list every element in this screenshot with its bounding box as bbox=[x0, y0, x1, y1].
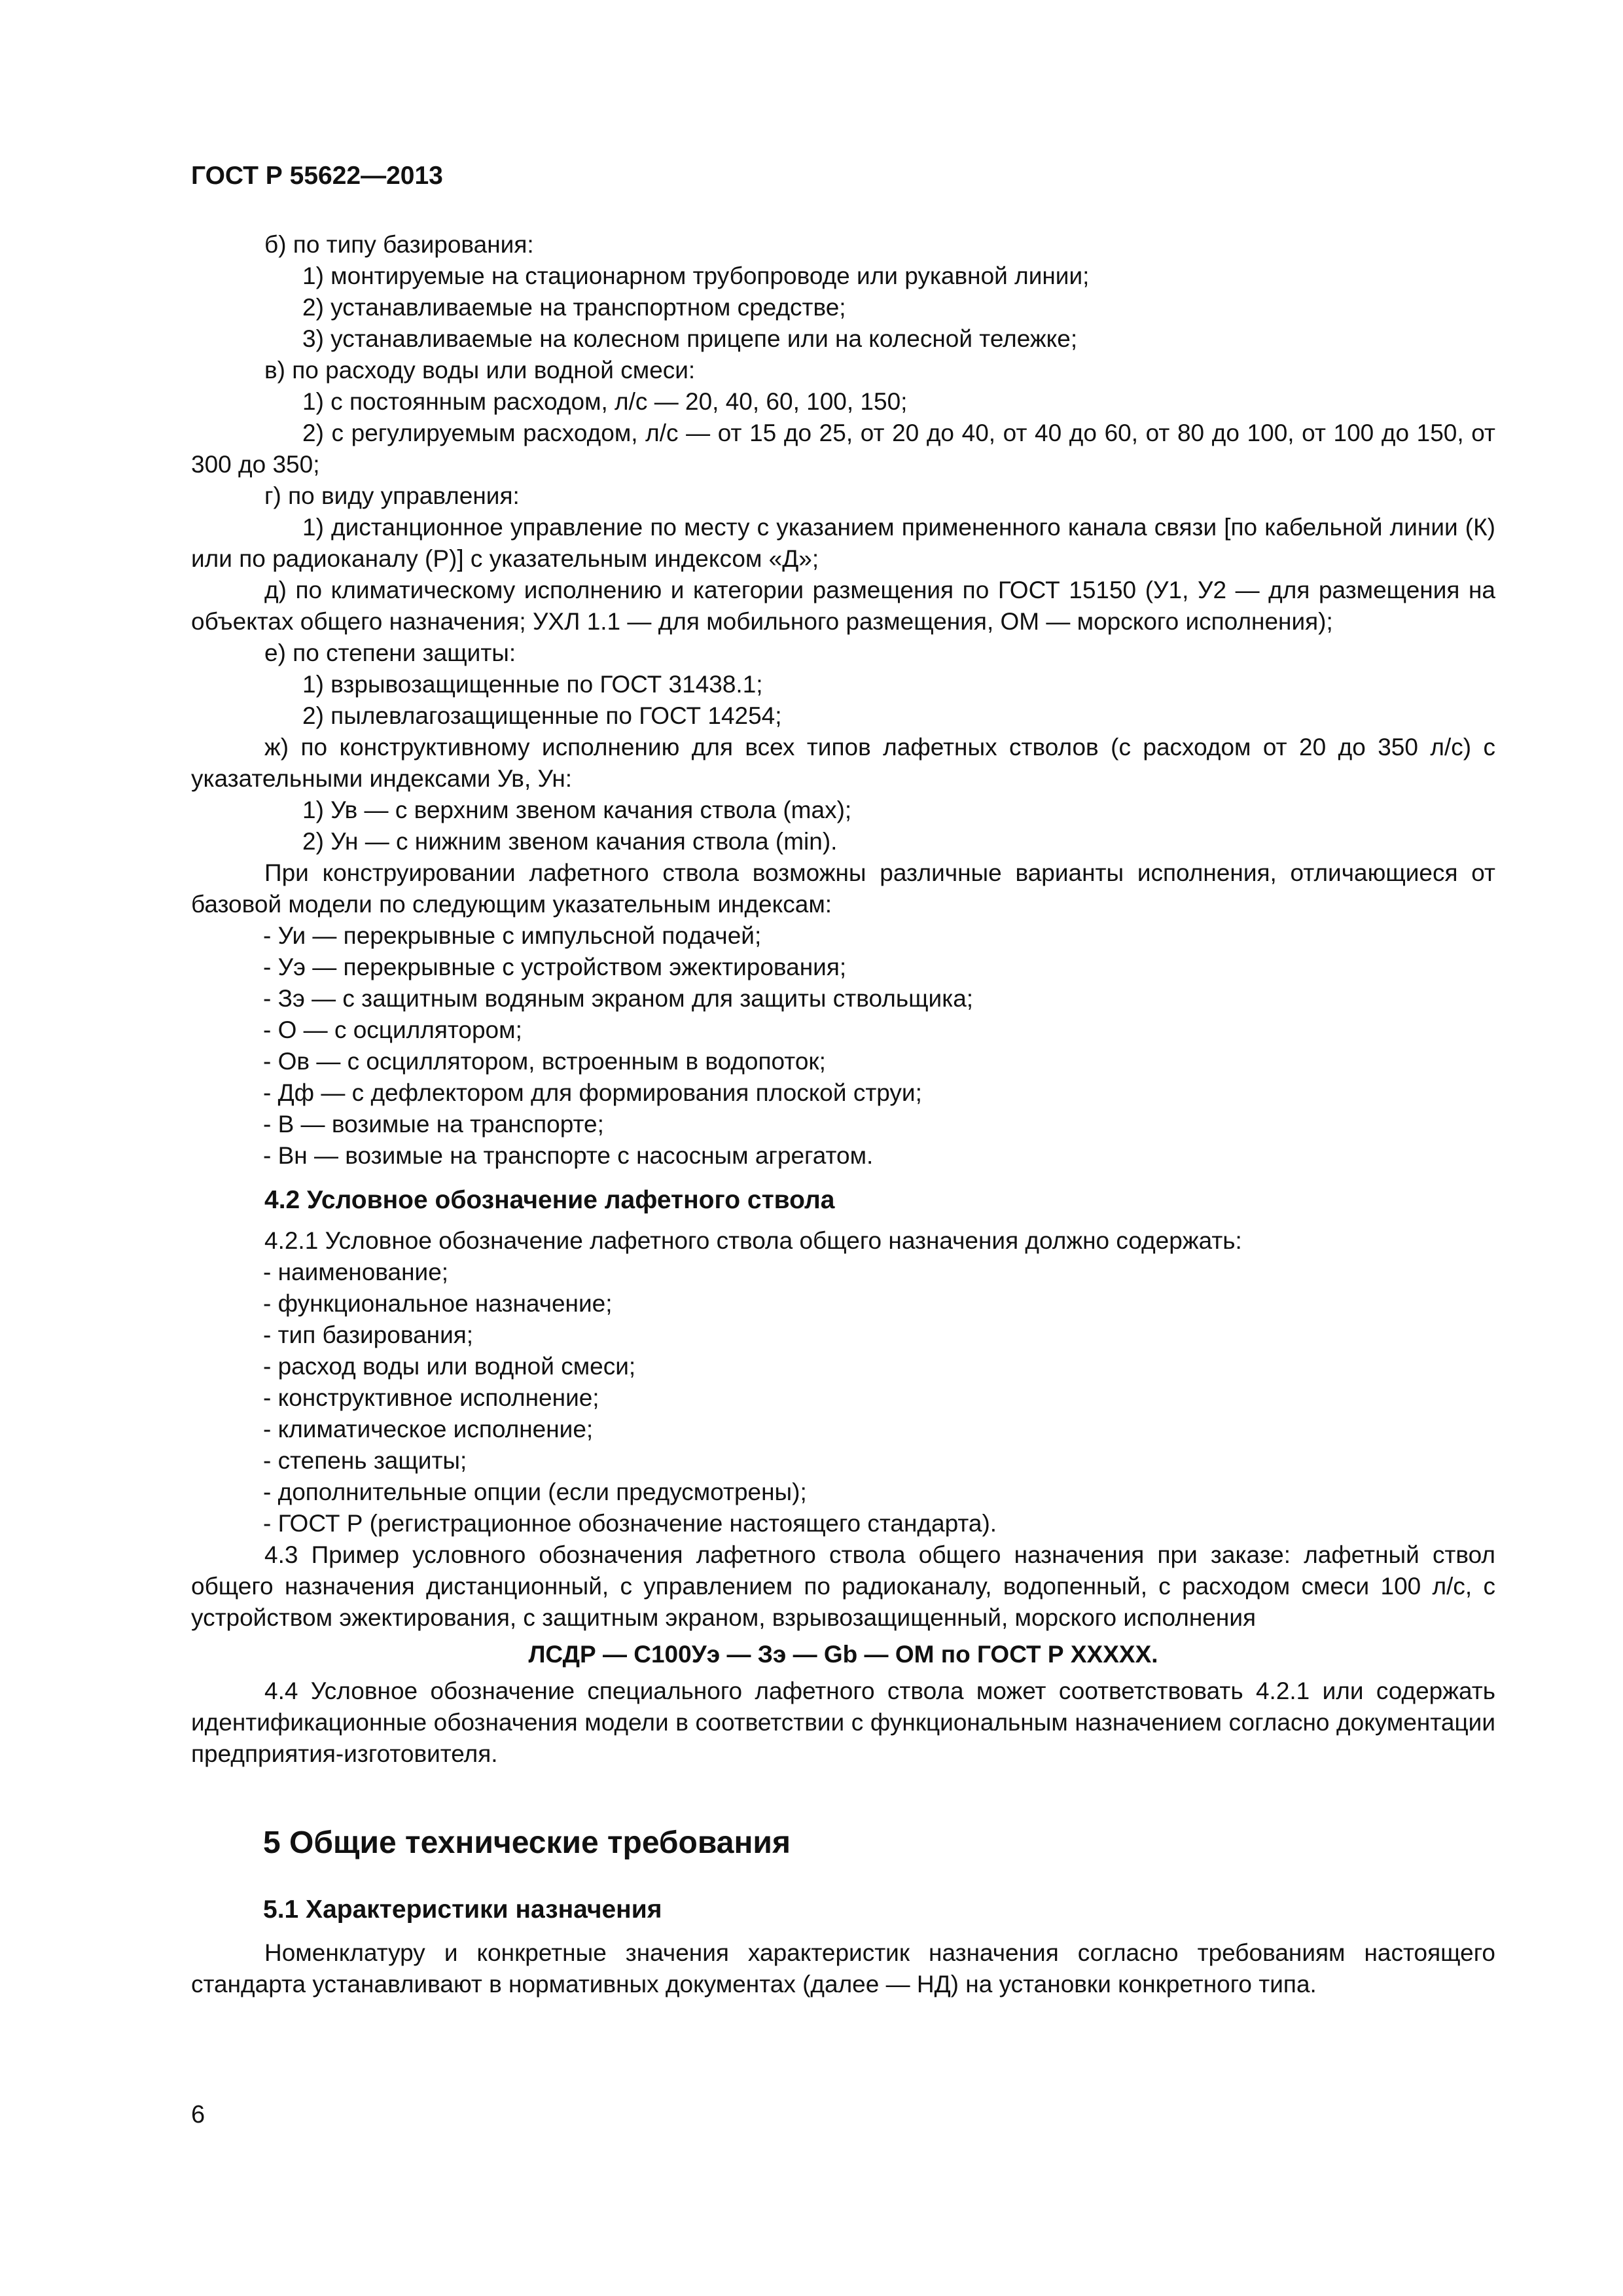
list-item-e2: 2) пылевлагозащищенные по ГОСТ 14254; bbox=[302, 702, 782, 729]
list-item-zh2: 2) Ун — с нижним звеном качания ствола (min). bbox=[302, 828, 838, 855]
paragraph-4-3: 4.3 Пример условного обозначения лафетного ствола общего назначения при заказе: лафетный ствол общего назначения дистанционный, с управлением по радиоканалу, водопенный, с расходом смеси 100 л/с, с устройством эжектирования, с защитным экраном, взрывозащищенный, морского исполнения bbox=[191, 1541, 1495, 1631]
designation-item: - климатическое исполнение; bbox=[263, 1416, 594, 1443]
index-item: - В — возимые на транспорте; bbox=[263, 1111, 604, 1138]
page-number: 6 bbox=[191, 2101, 205, 2128]
list-item-zh: ж) по конструктивному исполнению для всех типов лафетных стволов (с расходом от 20 до 350 л/с) с указательными индексами Ув, Ун: bbox=[191, 734, 1495, 792]
index-item: - Уэ — перекрывные с устройством эжектирования; bbox=[263, 954, 847, 980]
subsection-heading-5-1: 5.1 Характеристики назначения bbox=[263, 1895, 662, 1924]
list-item-d: д) по климатическому исполнению и категории размещения по ГОСТ 15150 (У1, У2 — для размещения на объектах общего назначения; УХЛ 1.1 — для мобильного размещения, ОМ — морского исполнения); bbox=[191, 577, 1495, 635]
list-item-e: е) по степени защиты: bbox=[264, 639, 516, 666]
list-item-v2: 2) с регулируемым расходом, л/с — от 15 до 25, от 20 до 40, от 40 до 60, от 80 до 100, от 100 до 150, от 300 до 350; bbox=[191, 420, 1495, 478]
list-item-b3: 3) устанавливаемые на колесном прицепе или на колесной тележке; bbox=[302, 325, 1078, 352]
paragraph-4-2-1: 4.2.1 Условное обозначение лафетного ствола общего назначения должно содержать: bbox=[264, 1227, 1242, 1254]
designation-item: - наименование; bbox=[263, 1259, 449, 1285]
designation-item: - ГОСТ Р (регистрационное обозначение настоящего стандарта). bbox=[263, 1510, 997, 1537]
variants-paragraph: При конструировании лафетного ствола возможны различные варианты исполнения, отличающиеся от базовой модели по следующим указательным индексам: bbox=[191, 859, 1495, 918]
paragraph-5-1: Номенклатуру и конкретные значения характеристик назначения согласно требованиям настоящего стандарта устанавливают в нормативных документах (далее — НД) на установки конкретного типа. bbox=[191, 1939, 1495, 1998]
list-item-g: г) по виду управления: bbox=[264, 482, 520, 509]
list-item-e1: 1) взрывозащищенные по ГОСТ 31438.1; bbox=[302, 671, 763, 698]
page-body bbox=[191, 229, 1495, 2000]
list-item-g1: 1) дистанционное управление по месту с указанием примененного канала связи [по кабельной линии (К) или по радиоканалу (Р)] с указательным индексом «Д»; bbox=[191, 514, 1495, 572]
list-item-b1: 1) монтируемые на стационарном трубопроводе или рукавной линии; bbox=[302, 262, 1090, 289]
list-item-b2: 2) устанавливаемые на транспортном средстве; bbox=[302, 294, 846, 321]
subsection-heading-4-2: 4.2 Условное обозначение лафетного ствола bbox=[264, 1186, 835, 1214]
index-item: - Вн — возимые на транспорте с насосным агрегатом. bbox=[263, 1142, 874, 1169]
designation-item: - степень защиты; bbox=[263, 1447, 467, 1474]
designation-item: - функциональное назначение; bbox=[263, 1290, 613, 1317]
paragraph-4-4: 4.4 Условное обозначение специального лафетного ствола может соответствовать 4.2.1 или содержать идентификационные обозначения модели в соответствии с функциональным назначением согласно документации предприятия-изготовителя. bbox=[191, 1677, 1495, 1767]
index-item: - Уи — перекрывные с импульсной подачей; bbox=[263, 922, 762, 949]
index-item: - О — с осциллятором; bbox=[263, 1016, 522, 1043]
index-item: - Зэ — с защитным водяным экраном для защиты ствольщика; bbox=[263, 985, 974, 1012]
list-item-zh1: 1) Ув — с верхним звеном качания ствола (max); bbox=[302, 797, 852, 823]
list-item-b: б) по типу базирования: bbox=[264, 231, 534, 258]
designation-item: - расход воды или водной смеси; bbox=[263, 1353, 636, 1380]
designation-item: - дополнительные опции (если предусмотрены); bbox=[263, 1479, 807, 1505]
section-heading-5: 5 Общие технические требования bbox=[263, 1825, 791, 1860]
designation-item: - конструктивное исполнение; bbox=[263, 1384, 599, 1411]
list-item-v1: 1) с постоянным расходом, л/с — 20, 40, 60, 100, 150; bbox=[302, 388, 908, 415]
index-item: - Ов — с осциллятором, встроенным в водопоток; bbox=[263, 1048, 826, 1075]
designation-example: ЛСДР — С100Уэ — Зэ — Gb — ОМ по ГОСТ Р XXXXX. bbox=[528, 1641, 1158, 1668]
index-item: - Дф — с дефлектором для формирования плоской струи; bbox=[263, 1079, 922, 1106]
document-header: ГОСТ Р 55622—2013 bbox=[191, 162, 443, 190]
designation-item: - тип базирования; bbox=[263, 1321, 474, 1348]
list-item-v: в) по расходу воды или водной смеси: bbox=[264, 357, 696, 384]
